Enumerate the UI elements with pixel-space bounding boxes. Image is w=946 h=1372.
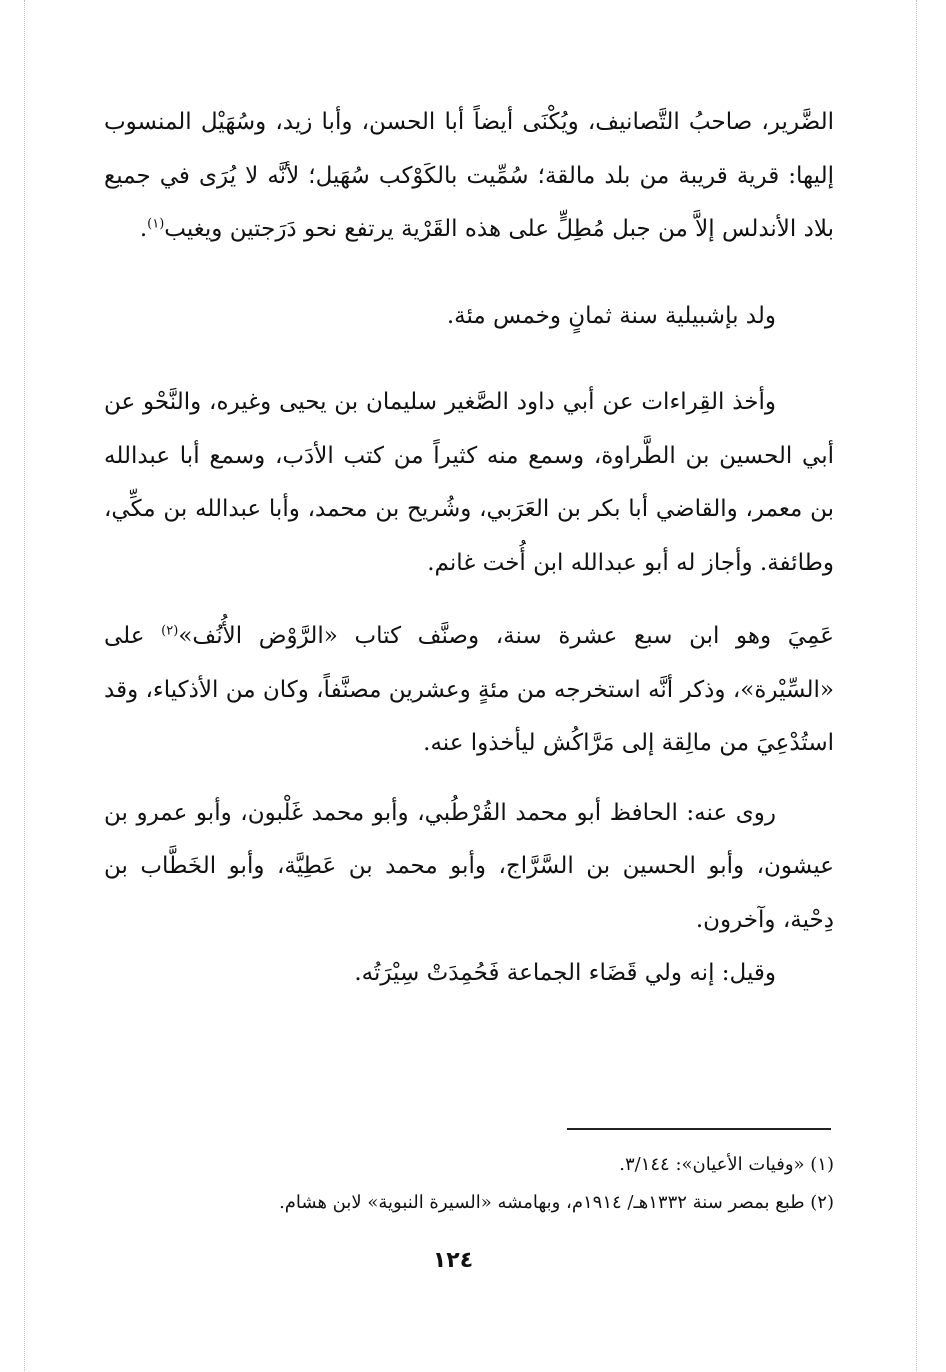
footnotes <box>104 1146 834 1222</box>
footnote-separator <box>567 1128 831 1130</box>
paragraph-4-continuation: على «السِّيْرة»، وذكر أنَّه استخرجه من مئةٍ وعشرين مصنَّفاً، وكان من الأذكياء، وقد استُدْعِيَ من مالِقة إلى مَرَّاكُش ليأخذوا عنه. <box>104 623 834 756</box>
paragraph-5: روى عنه: الحافظ أبو محمد القُرْطُبي، وأبو محمد غَلْبون، وأبو عمرو بن عيشون، وأبو الحسين بن السَّرَّاج، وأبو محمد بن عَطِيَّة، وأبو الخَطَّاب بن دِحْية، وآخرون. <box>104 799 834 933</box>
main-text <box>104 96 834 1001</box>
paragraph-3: وأخذ القِراءات عن أبي داود الصَّغير سليمان بن يحيى وغيره، والنَّحْو عن أبي الحسين بن الطَّراوة، وسمع منه كثيراً من كتب الأدَب، وسمع أبا عبدالله بن معمر، والقاضي أبا بكر بن العَرَبي، وشُريح بن محمد، وأبا عبدالله بن مكِّي، وطائفة. وأجاز له أبو عبدالله ابن أُخت غانم. <box>104 389 834 576</box>
right-margin-rule <box>916 0 917 1372</box>
paragraph-1-text: الضَّرير، صاحبُ التَّصانيف، ويُكْنَى أيضاً أبا الحسن، وأبا زيد، وسُهَيْل المنسوب إليها: قرية قريبة من بلد مالقة؛ سُمِّيت بالكَوْكب سُهَيل؛ لأنَّه لا يُرَى في جميع بلاد الأندلس إلاَّ من جبل مُطِلٍّ على هذه القَرْية يرتفع نحو دَرَجتين ويغيب <box>104 109 834 242</box>
paragraph-gap <box>104 257 834 290</box>
paragraph-gap <box>104 343 834 376</box>
paragraph-6: وقيل: إنه ولي قَضَاء الجماعة فَحُمِدَتْ سِيْرَتُه. <box>354 960 776 986</box>
footnote-2: (٢) طبع بمصر سنة ١٣٣٢هـ/ ١٩١٤م، وبهامشه «السيرة النبوية» لابن هشام. <box>279 1192 834 1213</box>
paragraph-4-text: عَمِيَ وهو ابن سبع عشرة سنة، وصنَّف كتاب «الرَّوْض الأُنُف» <box>178 623 835 649</box>
footnote-1: (١) «وفيات الأعيان»: ٣/١٤٤. <box>619 1154 834 1175</box>
footnote-ref-2: (٢) <box>161 623 179 639</box>
paragraph-2: ولد بإشبيلية سنة ثمانٍ وخمس مئة. <box>446 302 776 329</box>
paragraph-1-end: . <box>139 216 148 242</box>
paragraph-4 <box>104 610 834 771</box>
page-number: ١٢٤ <box>432 1248 474 1273</box>
footnote-ref-1: (١) <box>147 216 165 232</box>
paragraph-1 <box>104 96 834 257</box>
paragraph-gap <box>104 771 834 787</box>
paragraph-gap <box>104 590 834 610</box>
left-margin-rule <box>24 0 25 1372</box>
